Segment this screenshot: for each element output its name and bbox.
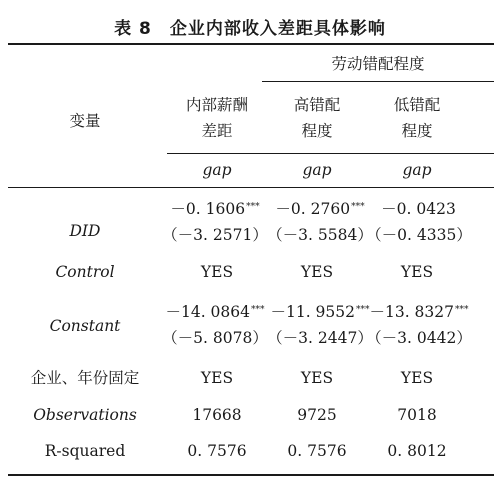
control-col1 (167, 259, 267, 285)
fixed-col3 (367, 365, 467, 391)
obs-col1 (167, 402, 267, 428)
constant-stars-3: *** (455, 305, 469, 315)
control-value-3: YES (400, 263, 434, 281)
r2-label: R-squared (44, 442, 126, 460)
dep-var-1-label: gap (202, 161, 232, 179)
r2-col2 (267, 438, 367, 464)
group-underline (262, 81, 494, 82)
variable-header (10, 95, 160, 147)
fixed-label: 企业、年份固定 (30, 369, 140, 387)
did-coef-3: －0. 0423 (381, 200, 456, 218)
group-header-label: 劳动错配程度 (331, 55, 425, 73)
constant-col1 (160, 299, 270, 351)
constant-tstat-1: （－5. 8078） (162, 329, 268, 347)
header-rule (8, 187, 494, 188)
obs-value-2: 9725 (297, 406, 337, 424)
obs-label: Observations (33, 406, 137, 424)
top-rule (8, 43, 494, 45)
did-stars-1: *** (246, 202, 260, 212)
constant-tstat-3: （－3. 0442） (366, 329, 472, 347)
dep-var-2 (267, 157, 367, 183)
did-coef-2: －0. 2760 (275, 200, 351, 218)
constant-coef-1: －14. 0864 (165, 303, 250, 321)
row-control-label (10, 259, 160, 285)
fixed-value-2: YES (300, 369, 334, 387)
r2-value-2: 0. 7576 (287, 442, 347, 460)
col-header-2-line1: 高错配 (293, 96, 341, 114)
col-header-3-line1: 低错配 (393, 96, 441, 114)
did-stars-2: *** (351, 202, 365, 212)
dep-var-3-label: gap (402, 161, 432, 179)
col-header-1-line2: 差距 (201, 122, 233, 140)
row-obs-label (10, 402, 160, 428)
constant-coef-2: －11. 9552 (270, 303, 355, 321)
constant-label: Constant (49, 317, 121, 335)
group-header (262, 51, 494, 77)
did-tstat-3: （－0. 4335） (366, 226, 472, 244)
fixed-value-3: YES (400, 369, 434, 387)
control-col3 (367, 259, 467, 285)
constant-stars-1: *** (251, 305, 265, 315)
obs-col2 (267, 402, 367, 428)
control-value-1: YES (200, 263, 234, 281)
r2-col3 (367, 438, 467, 464)
dep-var-1 (167, 157, 267, 183)
col-header-2 (267, 89, 367, 147)
table-title: 表 8 企业内部收入差距具体影响 (114, 19, 386, 39)
row-fixed-label (10, 365, 160, 391)
r2-value-1: 0. 7576 (187, 442, 247, 460)
did-col2 (265, 196, 375, 248)
fixed-col2 (267, 365, 367, 391)
dep-var-2-label: gap (302, 161, 332, 179)
col-header-1 (167, 89, 267, 147)
constant-col3 (364, 299, 474, 351)
r2-col1 (167, 438, 267, 464)
row-did-label (10, 205, 160, 257)
did-col1 (160, 196, 270, 248)
did-tstat-2: （－3. 5584） (267, 226, 373, 244)
control-label: Control (55, 263, 115, 281)
did-col3 (364, 196, 474, 248)
constant-stars-2: *** (356, 305, 370, 315)
obs-col3 (367, 402, 467, 428)
col-header-1-line1: 内部薪酬 (185, 96, 248, 114)
dep-var-3 (367, 157, 467, 183)
col-header-3 (367, 89, 467, 147)
obs-value-1: 17668 (192, 406, 242, 424)
fixed-value-1: YES (200, 369, 234, 387)
constant-coef-3: －13. 8327 (369, 303, 454, 321)
obs-value-3: 7018 (397, 406, 437, 424)
col-header-3-line2: 程度 (401, 122, 433, 140)
did-coef-1: －0. 1606 (170, 200, 246, 218)
r2-value-3: 0. 8012 (387, 442, 447, 460)
constant-tstat-2: （－3. 2447） (267, 329, 373, 347)
row-constant-label (10, 313, 160, 339)
fixed-col1 (167, 365, 267, 391)
dep-underline (167, 153, 494, 154)
control-value-2: YES (300, 263, 334, 281)
row-r2-label (10, 438, 160, 464)
bottom-rule (8, 474, 494, 476)
did-label: DID (69, 222, 101, 240)
did-tstat-1: （－3. 2571） (162, 226, 268, 244)
col-header-2-line2: 程度 (301, 122, 333, 140)
control-col2 (267, 259, 367, 285)
variable-header-label: 变量 (69, 112, 101, 130)
constant-col2 (265, 299, 375, 351)
